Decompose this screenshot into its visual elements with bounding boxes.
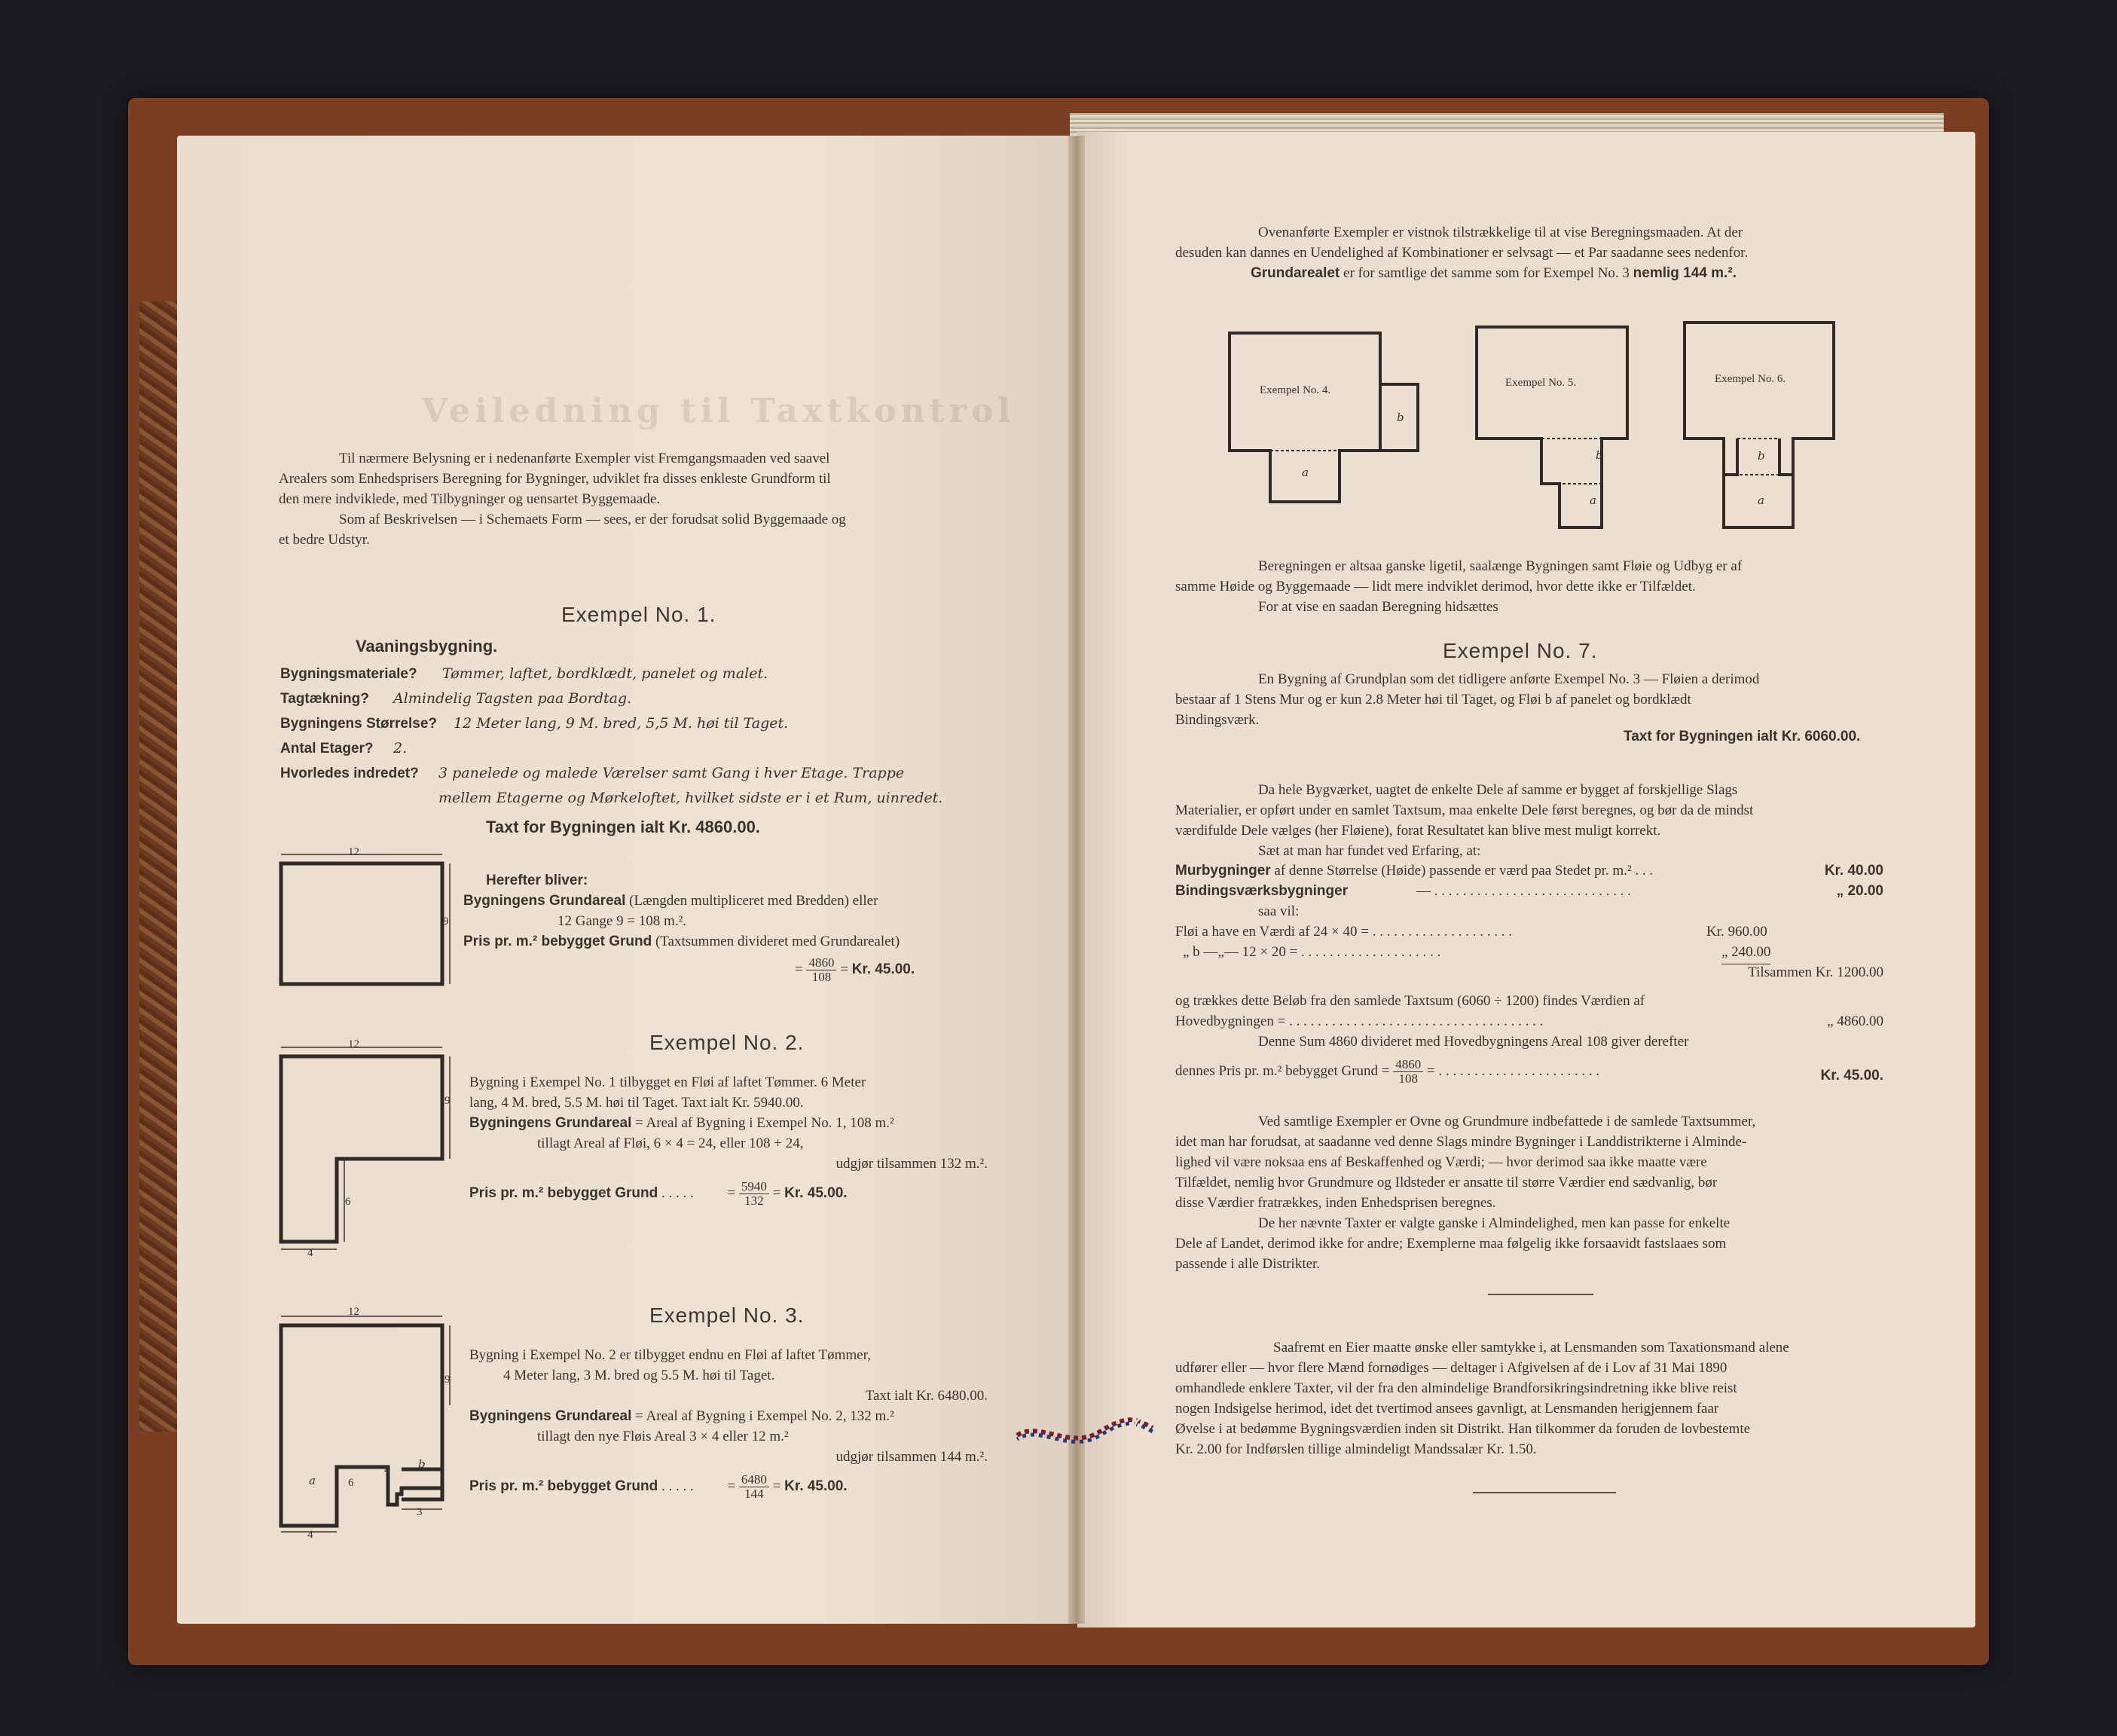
ex1-fraction: $\frac{4860}{108}$ <box>806 956 836 984</box>
end-rule <box>1473 1492 1616 1493</box>
ex1-schema: Bygningsmateriale? Tømmer, laftet, bordklædt, panelet og malet. Tagtækning? Almindelig Tagsten paa Bordtag. Bygningens Størrelse? 12 Meter lang, 9 M. bred, 5,5 M. høi til Taget. Antal Etager? 2. Hvorledes indredet? 3 panelede og malede Værelser samt Gang i hver Etage. Trappe mellem Etagerne og Mørkeloftet, hvilket sidste er i et Rum, uinredet. <box>280 665 943 806</box>
ex3-title: Exempel No. 3. <box>649 1304 805 1327</box>
fig5-label: Exempel No. 5. <box>1505 377 1577 389</box>
fig5-label-a: a <box>1590 494 1596 507</box>
para4: Saafremt en Eier maatte ønske eller samtykke i, at Lensmanden som Taxationsmand alene udfører eller — hvor flere Mænd fornødiges — deltager i Afgivelsen af de i Lov af 31 Mai 1890 omhandlede enklere Taxter, vil der fra den almindelige Brandforsikringsindretning ikke blive reist nogen Indsigelse herimod, idet det tvertimod ansees gavnligt, at Lensmanden herigjennem faar Øvelse i at bedømme Bygningsværdien inden sit Distrikt. Han tilkommer da foruden de lovbestemte Kr. 2.00 for Indførslen tillige almindeligt Mandssalær Kr. 1.50. <box>1175 1340 1789 1457</box>
fig5-label-b: b <box>1596 448 1603 462</box>
ex3-label-a: a <box>309 1474 316 1487</box>
separator-rule <box>1488 1294 1593 1295</box>
ex3-dim-bottom: 4 <box>307 1529 313 1541</box>
fig6-label-a: a <box>1758 494 1764 507</box>
trak-paragraph: og trækkes dette Beløb fra den samlede Taxtsum (6060 ÷ 1200) findes Værdien af Hovedbygningen = . . . . . . . . . . . . . . . . . . . . . . . . . . . . . . . . . . . . „ 4860.00 Denne Sum 4860 divideret med Hovedbygningens Areal 108 giver derefter dennes Pris pr. m.² bebygget Grund = $\frac{4860}{108}$ = . . . . . . . . . . . . . . . . . . . . . . . Kr. 45.00. <box>1175 993 1883 1086</box>
ghost-title: Veiledning til Taxtkontrol <box>422 392 1016 430</box>
ex7-taxt: Taxt for Bygningen ialt Kr. 6060.00. <box>1624 729 1861 744</box>
ex3-dim-4: 4 <box>384 1464 390 1476</box>
fig4-label-a: a <box>1302 466 1309 479</box>
ex1-floorplan <box>275 845 456 996</box>
calc-paragraph: Beregningen er altsaa ganske ligetil, saalænge Bygningen samt Fløie og Udbyg er af samme Høide og Byggemaade — lidt mere indviklet derimod, hvor dette ikke er Tilfældet. For at vise en saadan Beregning hidsættes <box>1175 558 1743 615</box>
fig4-label-b: b <box>1397 411 1404 424</box>
ex7-title: Exempel No. 7. <box>1443 639 1598 662</box>
ex3-dim-6: 6 <box>348 1477 354 1489</box>
ex2-dim-bottom: 4 <box>307 1247 313 1259</box>
ex7-fraction: $\frac{4860}{108}$ <box>1393 1058 1423 1086</box>
ex1-calc: Herefter bliver: Bygningens Grundareal (Længden multipliceret med Bredden) eller 12 Gange 9 = 108 m.². Pris pr. m.² bebygget Grund (Taxtsummen divideret med Grundarealet) = $\frac{4860}{108}$ = Kr. 45.00. <box>463 873 915 984</box>
book-gutter <box>1068 136 1085 1624</box>
right-intro: Ovenanførte Exempler er vistnok tilstrækkelige til at vise Beregningsmaaden. At der desuden kan dannes en Uendelighed af Kombinationer er selvsagt — et Par saadanne sees nedenfor. Grundarealet er for samtlige det samme som for Exempel No. 3 nemlig 144 m.². <box>1175 225 1749 281</box>
ex3-label-b: b <box>418 1457 426 1471</box>
examples-4-6-floorplans <box>1220 316 1883 535</box>
ex1-dim-side: 9 <box>443 915 449 928</box>
para2: Da hele Bygværket, uagtet de enkelte Dele af samme er bygget af forskjellige Slags Materialier, er opført under en samlet Taxtsum, maa enkelte Dele først beregnes, og bør da de mindst værdifulde Dele vælges (her Fløiene), forat Resultatet kan blive mest muligt korrekt. Sæt at man har fundet ved Erfaring, at: <box>1175 782 1754 859</box>
ex7-text: En Bygning af Grundplan som det tidligere anførte Exempel No. 3 — Fløien a derimod bestaar af 1 Stens Mur og er kun 2.8 Meter høi til Taget, og Fløi b af panelet og bordklædt Bindingsværk. <box>1175 671 1760 728</box>
binding-thread <box>1010 1405 1160 1466</box>
intro-paragraph: Til nærmere Belysning er i nedenanførte Exempler vist Fremgangsmaaden ved saavel Arealers som Enhedsprisers Beregning for Bygninger, udviklet fra disses enkleste Grundform til den mere indviklede, med Tilbygninger og uensartet Byggemaade. Som af Beskrivelsen — i Schemaets Form — sees, er der forudsat solid Byggemaade og et bedre Udstyr. <box>279 451 846 548</box>
para3: Ved samtlige Exempler er Ovne og Grundmure indbefattede i de samlede Taxtsummer, idet man har forudsat, at saadanne ved denne Slags mindre Bygninger i Landdistrikterne i Alminde- lighed vil være noksaa ens af Beskaffenhed og Værdi; — hvor derimod saa ikke maatte være Tilfældet, nemlig hvor Grundmure og Ildsteder er ansatte til større Værdier end sædvanlig, bør disse Værdier fratrækkes, inden Enhedsprisen beregnes. De her nævnte Taxter er valgte ganske i Almindelighed, men kan passe for enkelte Dele af Landet, derimod ikke for andre; Exemplerne maa følgelig ikke forsaavidt fastslaaes som passende i alle Distrikter. <box>1175 1114 1756 1272</box>
ex3-floorplan <box>275 1307 456 1533</box>
ex2-dim-wing: 6 <box>345 1196 351 1208</box>
ex2-dim-side: 9 <box>444 1095 451 1107</box>
fig4-label: Exempel No. 4. <box>1260 384 1331 396</box>
ex1-dim-top: 12 <box>348 846 359 858</box>
ex1-subtitle: Vaaningsbygning. <box>356 637 498 656</box>
ex2-dim-top: 12 <box>348 1038 359 1050</box>
ex3-dim-top: 12 <box>348 1306 359 1318</box>
ex1-title: Exempel No. 1. <box>561 603 716 626</box>
ex2-fraction: $\frac{5940}{132}$ <box>739 1180 769 1208</box>
ex1-taxt: Taxt for Bygningen ialt Kr. 4860.00. <box>486 818 760 836</box>
ex2-text: Bygning i Exempel No. 1 tilbygget en Fløi af laftet Tømmer. 6 Meter lang, 4 M. bred, 5.5 M. høi til Taget. Taxt ialt Kr. 5940.00. Bygningens Grundareal = Areal af Bygning i Exempel No. 1, 108 m.² tillagt Areal af Fløi, 6 × 4 = 24, eller 108 + 24, udgjør tilsammen 132 m.². Pris pr. m.² bebygget Grund . . . . . = $\frac{5940}{132}$ = Kr. 45.00. <box>469 1074 988 1208</box>
ex3-dim-side: 9 <box>444 1374 451 1386</box>
ex2-title: Exempel No. 2. <box>649 1031 805 1054</box>
value-table: Murbygninger af denne Størrelse (Høide) passende er værd paa Stedet pr. m.² . . . Kr. 40.00 Bindingsværksbygninger — . . . . . . . . . . . . . . . . . . . . . . . . . . . . „ 20.00 saa vil: Fløi a have en Værdi af 24 × 40 = . . . . . . . . . . . . . . . . . . . . Kr. 960.00 „ b —„— 12 × 20 = . . . . . . . . . . . . . . . . . . . . „ 240.00 Tilsammen Kr. 1200.00 <box>1175 863 1883 980</box>
ex3-fraction: $\frac{6480}{144}$ <box>739 1473 769 1501</box>
fig6-label: Exempel No. 6. <box>1715 373 1786 385</box>
fig6-label-b: b <box>1758 449 1765 463</box>
ex3-text: Bygning i Exempel No. 2 er tilbygget endnu en Fløi af laftet Tømmer, 4 Meter lang, 3 M. bred og 5.5 M. høi til Taget. Taxt ialt Kr. 6480.00. Bygningens Grundareal = Areal af Bygning i Exempel No. 2, 132 m.² tillagt den nye Fløis Areal 3 × 4 eller 12 m.² udgjør tilsammen 144 m.². Pris pr. m.² bebygget Grund . . . . . = $\frac{6480}{144}$ = Kr. 45.00. <box>469 1347 988 1501</box>
ex2-floorplan <box>275 1038 456 1264</box>
ex3-dim-3: 3 <box>417 1506 423 1518</box>
